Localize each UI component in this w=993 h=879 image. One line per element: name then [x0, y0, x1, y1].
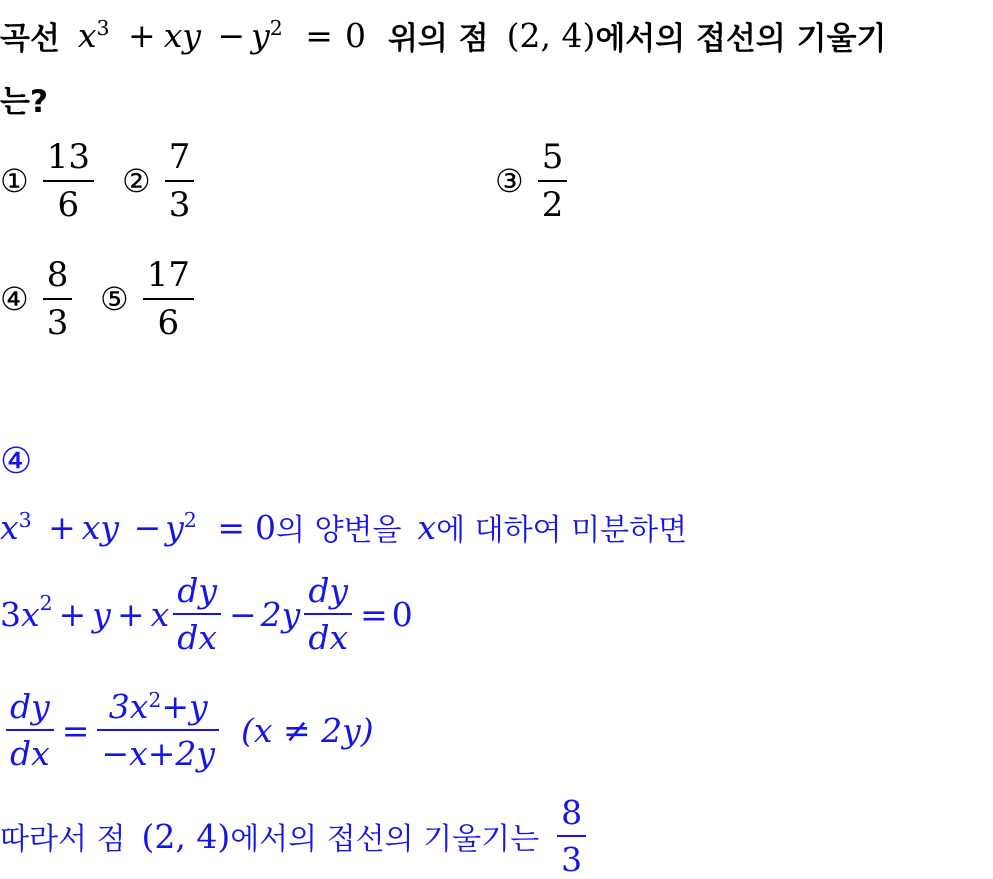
answer-marker: ④: [0, 440, 33, 482]
question-mid: 위의 점: [387, 20, 489, 57]
solution-step-4: 따라서 점 (2, 4) 에서의 접선의 기울기는 $\frac{8}{3}$: [0, 796, 590, 876]
fraction: $\frac{5}{2}$: [538, 140, 568, 222]
question-equation: $x^3$ + xy − $y^2 = 0$: [77, 15, 366, 55]
solution-step-3: $\frac{dy}{dx}$ = $\frac{3x^2+y}{-x+2y}$ (x ≠ 2y): [0, 682, 374, 778]
solution-step-1: $x^3$ + xy − $y^2 = 0$ 의 양변을 x 에 대하여 미분하면: [0, 507, 688, 548]
fraction: $\frac{dy}{dx}$: [173, 574, 221, 654]
question-prefix: 곡선: [0, 20, 60, 57]
fraction: $\frac{dy}{dx}$: [6, 690, 54, 770]
fraction: $\frac{7}{3}$: [165, 140, 195, 222]
fraction: $\frac{3x^2+y}{-x+2y}$: [97, 690, 219, 770]
question-suffix: 에서의 접선의 기울기: [595, 20, 887, 57]
fraction: $\frac{17}{6}$: [143, 258, 194, 340]
question-point: (2, 4): [506, 15, 596, 55]
option-2[interactable]: ② $\frac{7}{3}$: [122, 140, 198, 222]
option-1[interactable]: ① $\frac{13}{6}$: [0, 140, 98, 222]
option-3[interactable]: ③ $\frac{5}{2}$: [495, 140, 571, 222]
fraction: $\frac{8}{3}$: [557, 796, 586, 876]
fraction: $\frac{dy}{dx}$: [304, 574, 352, 654]
fraction: $\frac{13}{6}$: [43, 140, 94, 222]
option-5[interactable]: ⑤ $\frac{17}{6}$: [100, 258, 198, 340]
option-4[interactable]: ④ $\frac{8}{3}$: [0, 258, 76, 340]
question-line-1: [0, 12, 886, 58]
solution-step-2: 3 x $^2$ + y + x $\frac{dy}{dx}$ − 2y $\frac{dy}{dx}$ = 0: [0, 571, 413, 657]
fraction: $\frac{8}{3}$: [43, 258, 73, 340]
question-line-2: 는?: [0, 83, 48, 120]
